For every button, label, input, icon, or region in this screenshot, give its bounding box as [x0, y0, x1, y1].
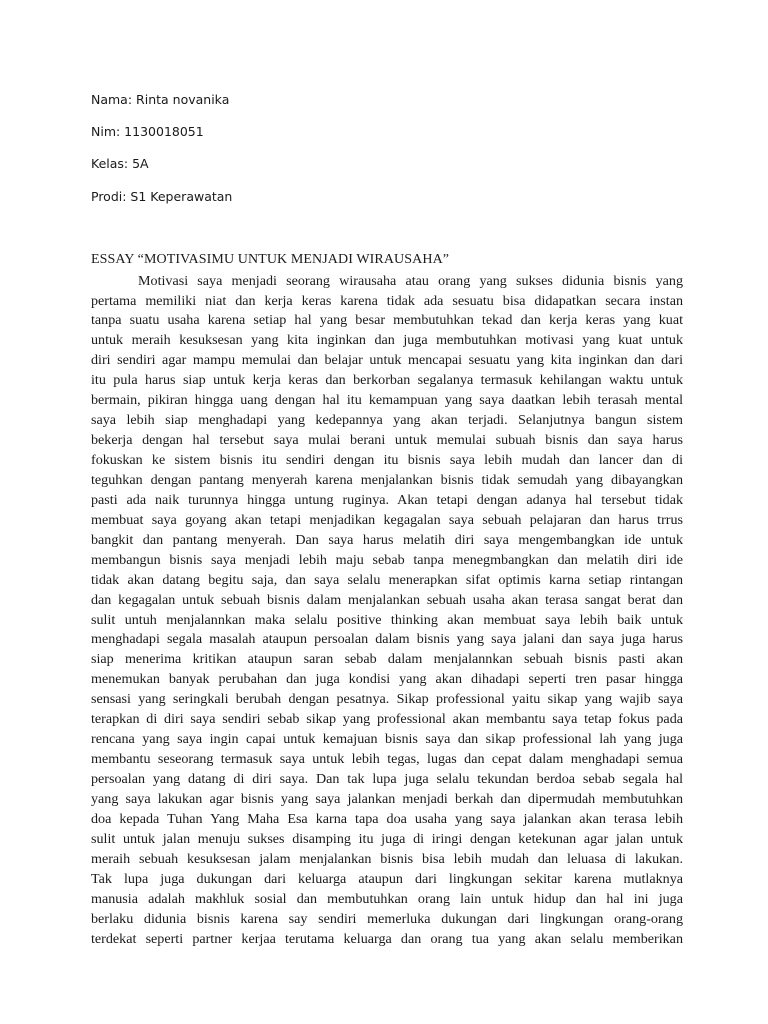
student-program: Prodi: S1 Keperawatan	[91, 188, 233, 204]
essay-line: yang saya lakukan agar bisnis yang saya jalankan menjadi berkah dan dipermudah membutuhkan	[91, 790, 683, 807]
student-class: Kelas: 5A	[91, 156, 149, 172]
essay-line: dan kegagalan untuk sebuah bisnis dalam menjalankan sebuah usaha akan terasa sangat berat dan	[91, 591, 683, 608]
essay-line: siap menerima kritikan ataupun saran sebab dalam menjalannkan sebuah bisnis pasti akan	[91, 651, 683, 668]
essay-line: tanpa suatu usaha karena setiap hal yang besar membutuhkan tekad dan kerja keras yang kuat	[91, 312, 683, 329]
essay-line: itu pula harus siap untuk kerja keras dan berkorban segalanya termasuk kehilangan waktu untuk	[91, 372, 683, 389]
essay-line: sulit untuh menjalannkan maka selalu positive thinking akan membuat saya lebih baik untuk	[91, 611, 683, 628]
essay-line: bangkit dan pantang menyerah. Dan saya harus melatih diri saya mengembangkan ide untuk	[91, 531, 683, 548]
essay-body	[91, 272, 683, 950]
essay-line: Motivasi saya menjadi seorang wirausaha atau orang yang sukses didunia bisnis yang	[138, 272, 683, 289]
essay-line: sensasi yang seringkali berubah dengan pesatnya. Sikap professional yaitu sikap yang wajib saya	[91, 691, 683, 708]
essay-title: ESSAY “MOTIVASIMU UNTUK MENJADI WIRAUSAHA”	[91, 251, 450, 267]
essay-line: membantu seseorang termasuk saya untuk lebih tegas, lugas dan cepat dalam menghadapi semua	[91, 751, 683, 768]
essay-line: membuat saya goyang akan tetapi menjadikan kegagalan saya sebuah pelajaran dan harus trrus	[91, 511, 683, 528]
essay-line: pasti ada naik turunnya hingga untung ruginya. Akan tetapi dengan adanya hal tersebut tidak	[91, 491, 683, 508]
essay-line: diri sendiri agar mampu memulai dan belajar untuk mencapai sesuatu yang kita inginkan dan dari	[91, 352, 683, 369]
essay-line: terapkan di diri saya sendiri sebab sikap yang professional akan membantu saya tetap fokus pada	[91, 711, 683, 728]
essay-line: meraih sebuah kesuksesan jalam menjalankan bisnis bisa lebih mudah dan leluasa di lakukan.	[91, 850, 683, 867]
essay-line: pertama memiliki niat dan kerja keras karena tidak ada sesuatu bisa didapatkan secara instan	[91, 292, 683, 309]
essay-line: Tak lupa juga dukungan dari keluarga ataupun dari lingkungan sekitar karena mutlaknya	[91, 870, 683, 887]
essay-line: doa kepada Tuhan Yang Maha Esa karna tapa doa usaha yang saya jalankan akan terasa lebih	[91, 810, 683, 827]
essay-line: berlaku didunia bisnis karena say sendiri memerluka dukungan dari lingkungan orang-orang	[91, 910, 683, 927]
essay-line: manusia adalah makhluk sosial dan membutuhkan orang lain untuk hidup dan hal ini juga	[91, 890, 683, 907]
essay-line: teguhkan dengan pantang menyerah karena menjalankan bisnis tidak semudah yang dibayangkan	[91, 471, 683, 488]
essay-line: bermain, pikiran hingga uang dengan hal itu kemampuan yang saya daatkan lebih terasah mental	[91, 392, 683, 409]
student-name: Nama: Rinta novanika	[91, 92, 230, 107]
essay-line: rencana yang saya ingin capai untuk kemajuan bisnis saya dan sikap professional lah yang juga	[91, 731, 683, 748]
essay-line: terdekat seperti partner kerjaa terutama keluarga dan orang tua yang akan selalu memberikan	[91, 930, 683, 947]
essay-line: sulit untuk jalan menuju sukses disamping itu juga di iringi dengan ketekunan agar jalan untuk	[91, 830, 683, 847]
essay-line: menemukan banyak perubahan dan juga kondisi yang akan dihadapi seperti tren pasar hingga	[91, 671, 683, 688]
essay-line: bekerja dengan hal tersebut saya mulai berani untuk memulai subuah bisnis dan saya harus	[91, 432, 683, 449]
essay-line: untuk meraih kesuksesan yang kita inginkan dan juga membutuhkan motivasi yang kuat untuk	[91, 332, 683, 349]
essay-line: membangun bisnis saya menjadi lebih maju sebab tanpa menegmbangkan dan melatih diri ide	[91, 551, 683, 568]
essay-line: tidak akan datang begitu saja, dan saya selalu menerapkan sifat optimis karna setiap rintangan	[91, 571, 683, 588]
student-nim: Nim: 1130018051	[91, 124, 204, 140]
essay-line: menghadapi segala masalah ataupun persoalan dalam bisnis yang saya jalani dan saya juga harus	[91, 631, 683, 648]
essay-line: fokuskan ke sistem bisnis itu sendiri dengan itu bisnis saya lebih mudah dan lancer dan di	[91, 452, 683, 468]
essay-line: saya lebih siap menghadapi yang kedepannya yang akan terjadi. Selanjutnya bangun sistem	[91, 412, 683, 429]
essay-line: persoalan yang datang di diri saya. Dan tak lupa juga selalu tekundan berdoa sebab segala hal	[91, 771, 683, 787]
